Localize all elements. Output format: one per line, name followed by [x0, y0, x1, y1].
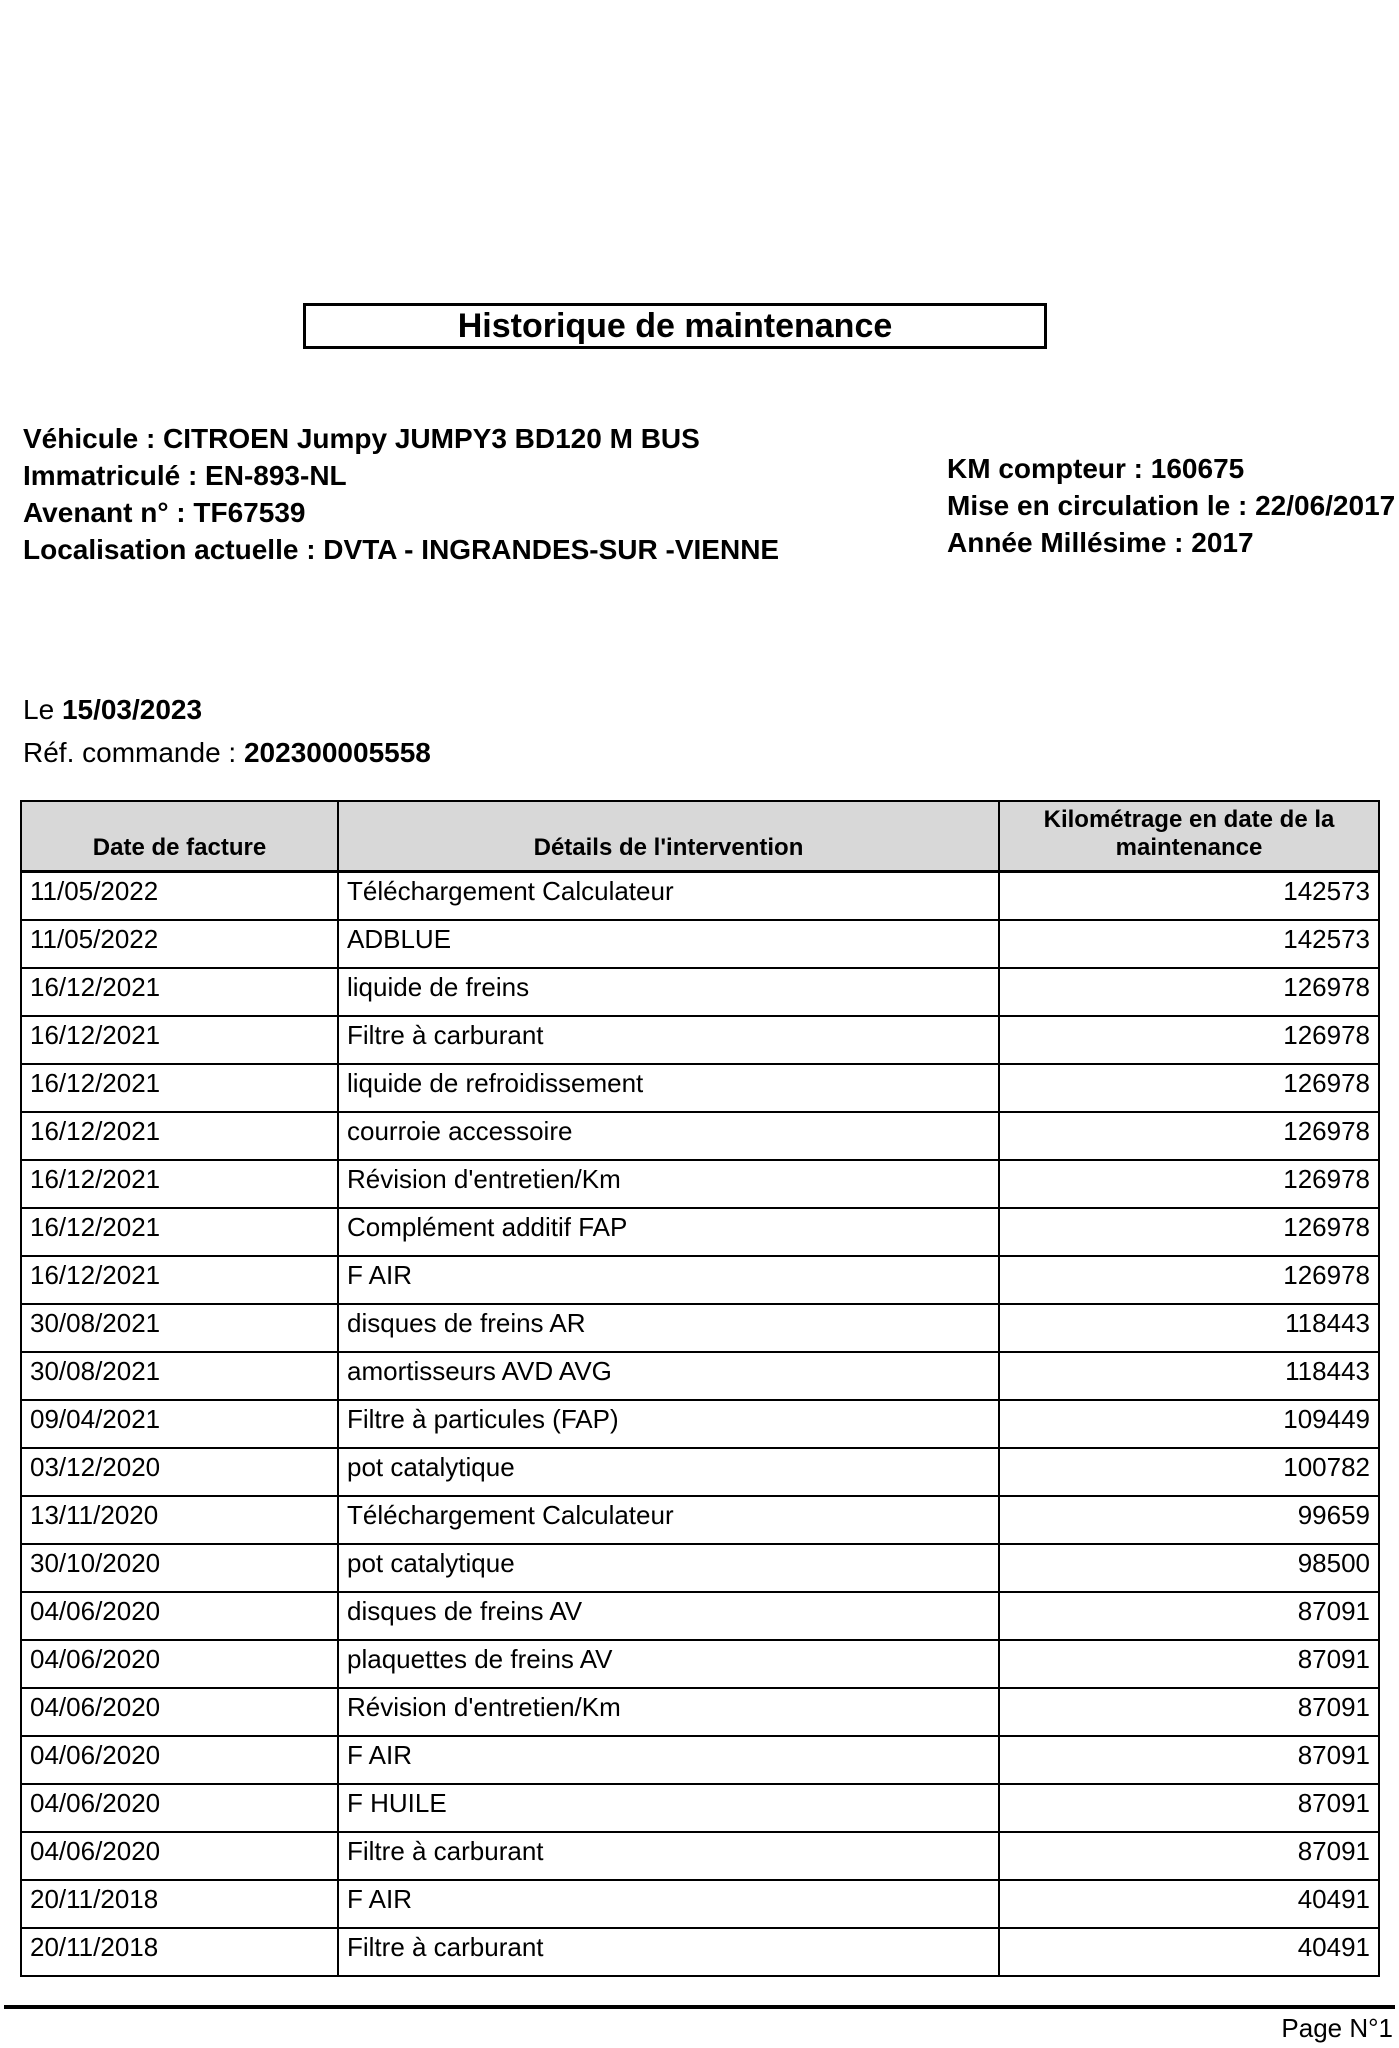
intervention-detail-cell: F AIR — [338, 1736, 999, 1784]
table-row — [21, 1064, 1379, 1112]
mileage-cell: 126978 — [999, 1016, 1379, 1064]
mileage-cell: 126978 — [999, 1208, 1379, 1256]
intervention-detail-cell: Filtre à carburant — [338, 1016, 999, 1064]
invoice-date-cell: 16/12/2021 — [21, 1208, 338, 1256]
invoice-date-cell: 04/06/2020 — [21, 1736, 338, 1784]
mileage-cell: 126978 — [999, 1256, 1379, 1304]
table-row — [21, 1736, 1379, 1784]
invoice-date-cell: 20/11/2018 — [21, 1880, 338, 1928]
mileage-cell: 126978 — [999, 1160, 1379, 1208]
invoice-date-cell: 16/12/2021 — [21, 968, 338, 1016]
intervention-detail-cell: F AIR — [338, 1880, 999, 1928]
intervention-detail-cell: pot catalytique — [338, 1544, 999, 1592]
document-date: 15/03/2023 — [61, 694, 203, 725]
table-row — [21, 1400, 1379, 1448]
mileage-cell: 87091 — [999, 1688, 1379, 1736]
table-row — [21, 1592, 1379, 1640]
invoice-date-cell: 11/05/2022 — [21, 920, 338, 968]
page-title: Historique de maintenance — [457, 306, 893, 345]
mileage-cell: 118443 — [999, 1304, 1379, 1352]
intervention-detail-cell: Filtre à carburant — [338, 1928, 999, 1976]
invoice-date-cell: 16/12/2021 — [21, 1064, 338, 1112]
order-ref-label: Réf. commande : — [23, 737, 244, 768]
intervention-detail-cell: pot catalytique — [338, 1448, 999, 1496]
maintenance-history-table — [20, 800, 1380, 1977]
invoice-date-cell: 16/12/2021 — [21, 1256, 338, 1304]
table-row — [21, 1256, 1379, 1304]
table-row — [21, 872, 1379, 920]
invoice-date-cell: 11/05/2022 — [21, 872, 338, 920]
table-row — [21, 1928, 1379, 1976]
invoice-date-cell: 16/12/2021 — [21, 1112, 338, 1160]
table-row — [21, 1208, 1379, 1256]
mileage-cell: 87091 — [999, 1784, 1379, 1832]
table-row — [21, 1448, 1379, 1496]
mileage-cell: 126978 — [999, 1064, 1379, 1112]
mileage-cell: 142573 — [999, 920, 1379, 968]
intervention-detail-cell: plaquettes de freins AV — [338, 1640, 999, 1688]
invoice-date-cell: 04/06/2020 — [21, 1832, 338, 1880]
table-row — [21, 1832, 1379, 1880]
mileage-cell: 118443 — [999, 1352, 1379, 1400]
invoice-date-cell: 04/06/2020 — [21, 1784, 338, 1832]
location-line: Localisation actuelle : DVTA - INGRANDES-SUR -VIENNE — [23, 534, 780, 565]
page-number: Page N°1 — [1281, 2013, 1393, 2043]
intervention-detail-cell: disques de freins AR — [338, 1304, 999, 1352]
invoice-date-cell: 16/12/2021 — [21, 1016, 338, 1064]
intervention-detail-cell: F AIR — [338, 1256, 999, 1304]
mileage-cell: 87091 — [999, 1832, 1379, 1880]
invoice-date-cell: 30/08/2021 — [21, 1304, 338, 1352]
intervention-detail-cell: liquide de refroidissement — [338, 1064, 999, 1112]
table-row — [21, 1016, 1379, 1064]
table-row — [21, 1496, 1379, 1544]
order-block — [23, 688, 431, 774]
table-row — [21, 1544, 1379, 1592]
invoice-date-cell: 04/06/2020 — [21, 1592, 338, 1640]
invoice-date-cell: 04/06/2020 — [21, 1688, 338, 1736]
date-label: Le — [23, 694, 62, 725]
order-ref-line — [23, 731, 431, 774]
mileage-cell: 126978 — [999, 1112, 1379, 1160]
table-body — [21, 872, 1379, 1976]
mileage-cell: 109449 — [999, 1400, 1379, 1448]
mileage-cell: 142573 — [999, 872, 1379, 920]
intervention-detail-cell: Téléchargement Calculateur — [338, 1496, 999, 1544]
table-row — [21, 1640, 1379, 1688]
mileage-cell: 99659 — [999, 1496, 1379, 1544]
invoice-date-cell: 30/08/2021 — [21, 1352, 338, 1400]
intervention-detail-cell: Révision d'entretien/Km — [338, 1688, 999, 1736]
intervention-detail-cell: ADBLUE — [338, 920, 999, 968]
title-box — [303, 303, 1047, 349]
mileage-cell: 87091 — [999, 1640, 1379, 1688]
registration-line: Immatriculé : EN-893-NL — [23, 460, 347, 491]
mileage-cell: 126978 — [999, 968, 1379, 1016]
table-row — [21, 920, 1379, 968]
vehicle-line: Véhicule : CITROEN Jumpy JUMPY3 BD120 M BUS — [23, 423, 700, 454]
table-header — [21, 801, 1379, 872]
amendment-line: Avenant n° : TF67539 — [23, 497, 306, 528]
footer-divider — [4, 2005, 1395, 2009]
intervention-detail-cell: Filtre à particules (FAP) — [338, 1400, 999, 1448]
table-row — [21, 968, 1379, 1016]
intervention-detail-cell: F HUILE — [338, 1784, 999, 1832]
table-row — [21, 1112, 1379, 1160]
intervention-detail-cell: liquide de freins — [338, 968, 999, 1016]
intervention-detail-cell: courroie accessoire — [338, 1112, 999, 1160]
invoice-date-cell: 30/10/2020 — [21, 1544, 338, 1592]
header-date-de-facture: Date de facture — [21, 801, 338, 872]
table-row — [21, 1688, 1379, 1736]
order-ref-number: 202300005558 — [243, 737, 431, 768]
intervention-detail-cell: Téléchargement Calculateur — [338, 872, 999, 920]
mileage-cell: 100782 — [999, 1448, 1379, 1496]
mileage-cell: 40491 — [999, 1880, 1379, 1928]
mileage-cell: 98500 — [999, 1544, 1379, 1592]
table-row — [21, 1880, 1379, 1928]
intervention-detail-cell: Filtre à carburant — [338, 1832, 999, 1880]
invoice-date-cell: 09/04/2021 — [21, 1400, 338, 1448]
invoice-date-cell: 03/12/2020 — [21, 1448, 338, 1496]
table-row — [21, 1784, 1379, 1832]
invoice-date-cell: 13/11/2020 — [21, 1496, 338, 1544]
header-details-intervention: Détails de l'intervention — [338, 801, 999, 872]
mileage-cell: 87091 — [999, 1736, 1379, 1784]
header-kilometrage: Kilométrage en date de la maintenance — [999, 801, 1379, 872]
table-row — [21, 1304, 1379, 1352]
mileage-cell: 87091 — [999, 1592, 1379, 1640]
invoice-date-cell: 16/12/2021 — [21, 1160, 338, 1208]
odometer-line: KM compteur : 160675 — [947, 453, 1245, 484]
intervention-detail-cell: Révision d'entretien/Km — [338, 1160, 999, 1208]
intervention-detail-cell: Complément additif FAP — [338, 1208, 999, 1256]
document-date-line — [23, 688, 431, 731]
meter-info-block — [947, 450, 1395, 561]
intervention-detail-cell: disques de freins AV — [338, 1592, 999, 1640]
table-row — [21, 1160, 1379, 1208]
model-year-line: Année Millésime : 2017 — [947, 527, 1254, 558]
vehicle-info-block — [23, 420, 779, 568]
invoice-date-cell: 20/11/2018 — [21, 1928, 338, 1976]
table-row — [21, 1352, 1379, 1400]
invoice-date-cell: 04/06/2020 — [21, 1640, 338, 1688]
mileage-cell: 40491 — [999, 1928, 1379, 1976]
first-registration-line: Mise en circulation le : 22/06/2017 — [947, 490, 1396, 521]
intervention-detail-cell: amortisseurs AVD AVG — [338, 1352, 999, 1400]
